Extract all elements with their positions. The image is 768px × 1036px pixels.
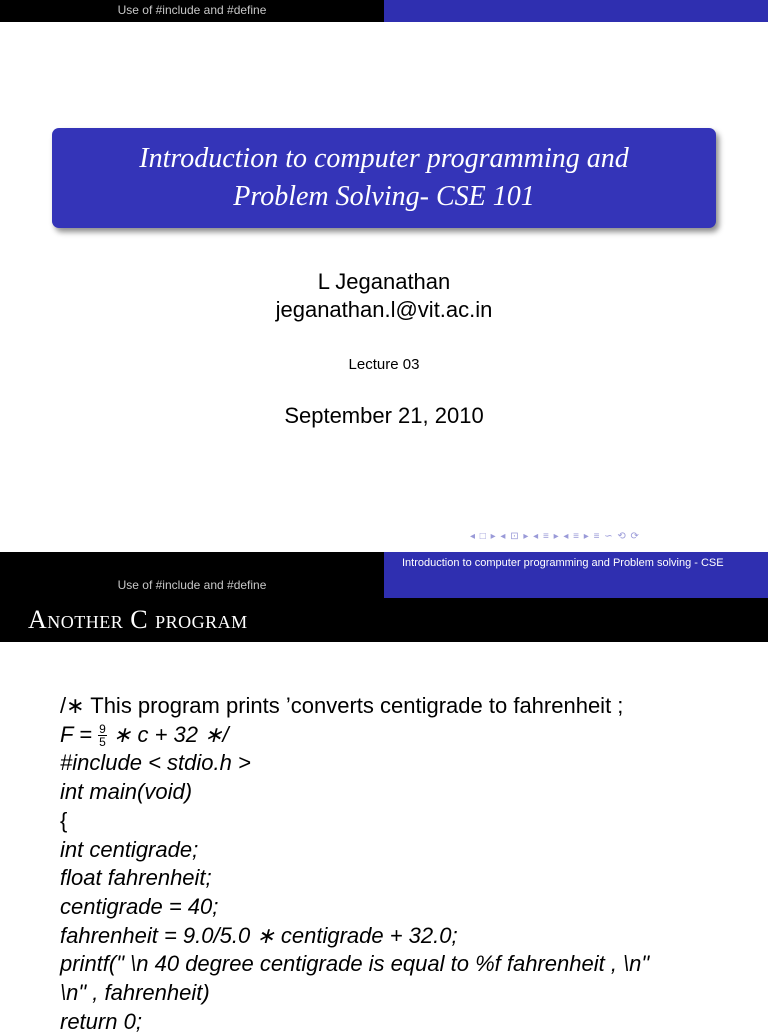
presentation-title xyxy=(52,140,716,216)
fraction-denominator: 5 xyxy=(99,735,106,750)
code-line: int centigrade; xyxy=(60,836,199,862)
footer-course-title: Introduction to computer programming and Problem solving - CSE xyxy=(402,557,724,569)
code-text: F = xyxy=(60,721,99,747)
lecture-date: September 21, 2010 xyxy=(284,403,484,428)
beamer-navigation-icons[interactable]: ◂ □ ▸ ◂ ⊡ ▸ ◂ ≡ ▸ ◂ ≡ ▸ ≡ ∽ ⟲ ⟳ xyxy=(470,531,640,542)
code-line: { xyxy=(60,807,68,833)
code-block xyxy=(60,692,760,1036)
header-right-strip xyxy=(384,0,768,22)
code-line: #include < stdio.h > xyxy=(60,750,251,776)
code-line: /∗ This program prints ’converts centigrade to fahrenheit ; xyxy=(60,693,624,718)
section-header-2: Use of #include and #define xyxy=(117,578,267,592)
lecture-number: Lecture 03 xyxy=(348,356,420,373)
code-line: \n" , fahrenheit) xyxy=(60,980,210,1006)
title-line-2: Problem Solving- CSE 101 xyxy=(233,181,535,212)
code-line: fahrenheit = 9.0/5.0 ∗ centigrade + 32.0; xyxy=(60,922,458,948)
author-name: L Jeganathan xyxy=(317,269,451,294)
author-email: jeganathan.l@vit.ac.in xyxy=(275,297,493,322)
code-line xyxy=(60,721,760,750)
code-line: float fahrenheit; xyxy=(60,865,212,891)
code-line: centigrade = 40; xyxy=(60,893,219,919)
title-line-1: Introduction to computer programming and xyxy=(139,143,629,174)
fraction-numerator: 9 xyxy=(99,722,106,737)
code-line: printf(" \n 40 degree centigrade is equal to %f fahrenheit , \n" xyxy=(60,951,650,977)
code-line: int main(void) xyxy=(60,779,193,805)
fraction xyxy=(98,723,107,748)
section-header: Use of #include and #define xyxy=(117,3,267,17)
code-text: ∗ c + 32 ∗/ xyxy=(106,721,229,747)
frame-title: Another C program xyxy=(28,605,248,634)
code-line: return 0; xyxy=(60,1008,142,1034)
